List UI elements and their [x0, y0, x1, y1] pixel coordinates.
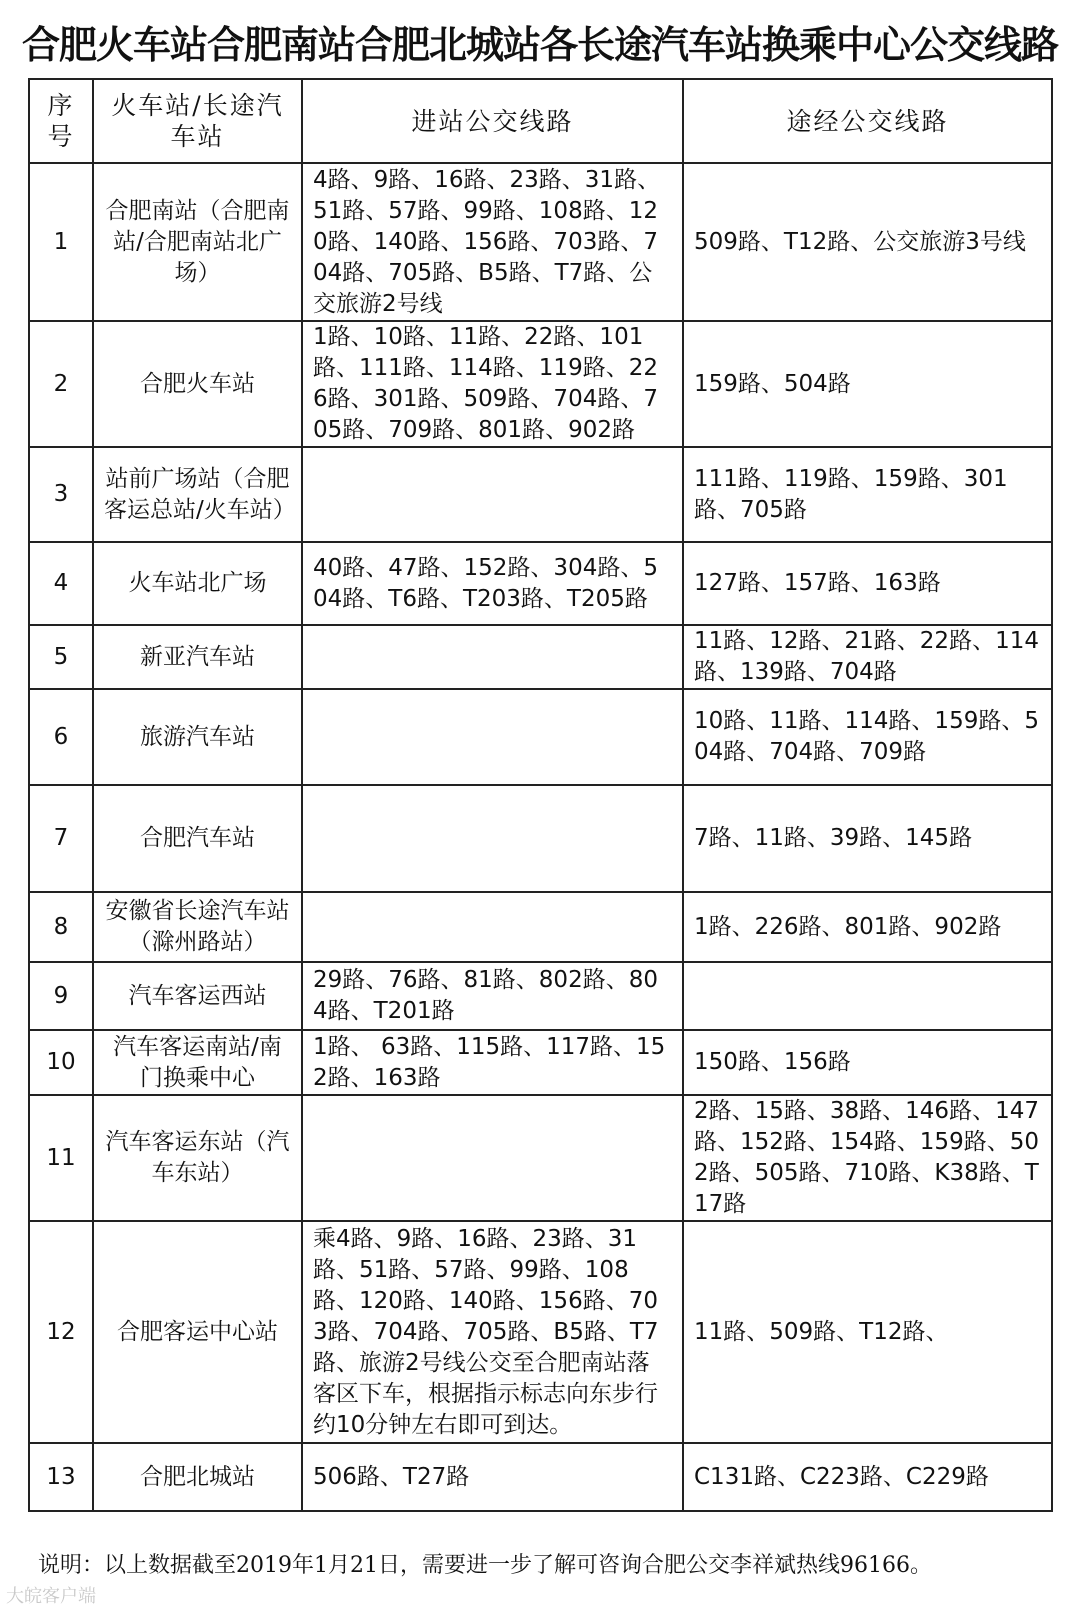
table-row [29, 1030, 1052, 1095]
inbound-routes: 1路、 63路、115路、117路、152路、163路 [302, 1030, 683, 1095]
table-row [29, 542, 1052, 625]
row-number: 2 [29, 321, 93, 447]
row-number: 10 [29, 1030, 93, 1095]
row-number: 8 [29, 892, 93, 962]
station-name: 新亚汽车站 [93, 625, 302, 689]
inbound-routes [302, 625, 683, 689]
table-row [29, 962, 1052, 1030]
inbound-routes: 4路、9路、16路、23路、31路、51路、57路、99路、108路、120路、140路、156路、703路、704路、705路、B5路、T7路、公交旅游2号线 [302, 163, 683, 321]
header-number: 序号 [29, 79, 93, 163]
table-row [29, 163, 1052, 321]
row-number: 5 [29, 625, 93, 689]
via-routes: 509路、T12路、公交旅游3号线 [683, 163, 1052, 321]
page-title: 合肥火车站合肥南站合肥北城站各长途汽车站换乘中心公交线路 [21, 23, 1058, 67]
row-number: 1 [29, 163, 93, 321]
station-name: 合肥火车站 [93, 321, 302, 447]
station-name: 合肥客运中心站 [93, 1221, 302, 1443]
row-number: 7 [29, 785, 93, 892]
table-body [29, 163, 1052, 1511]
station-name: 安徽省长途汽车站（滁州路站） [93, 892, 302, 962]
row-number: 12 [29, 1221, 93, 1443]
table-row [29, 1221, 1052, 1443]
inbound-routes [302, 785, 683, 892]
inbound-routes [302, 1095, 683, 1221]
inbound-routes [302, 447, 683, 542]
row-number: 11 [29, 1095, 93, 1221]
via-routes: 7路、11路、39路、145路 [683, 785, 1052, 892]
via-routes: 159路、504路 [683, 321, 1052, 447]
via-routes: 11路、509路、T12路、 [683, 1221, 1052, 1443]
station-name: 汽车客运东站（汽车东站） [93, 1095, 302, 1221]
via-routes: 127路、157路、163路 [683, 542, 1052, 625]
station-name: 火车站北广场 [93, 542, 302, 625]
inbound-routes: 1路、10路、11路、22路、101路、111路、114路、119路、226路、301路、509路、704路、705路、709路、801路、902路 [302, 321, 683, 447]
table-row [29, 625, 1052, 689]
station-name: 旅游汽车站 [93, 689, 302, 785]
table-row [29, 321, 1052, 447]
station-name: 合肥南站（合肥南站/合肥南站北广场） [93, 163, 302, 321]
row-number: 3 [29, 447, 93, 542]
inbound-routes [302, 689, 683, 785]
table-row [29, 689, 1052, 785]
station-name: 汽车客运西站 [93, 962, 302, 1030]
bus-route-table [28, 78, 1053, 1512]
station-name: 站前广场站（合肥客运总站/火车站） [93, 447, 302, 542]
table-row [29, 785, 1052, 892]
table-row [29, 447, 1052, 542]
station-name: 合肥汽车站 [93, 785, 302, 892]
header-inbound-routes: 进站公交线路 [302, 79, 683, 163]
via-routes: 11路、12路、21路、22路、114路、139路、704路 [683, 625, 1052, 689]
station-name: 汽车客运南站/南门换乘中心 [93, 1030, 302, 1095]
via-routes: 1路、226路、801路、902路 [683, 892, 1052, 962]
inbound-routes [302, 892, 683, 962]
inbound-routes: 506路、T27路 [302, 1443, 683, 1511]
table-row [29, 1095, 1052, 1221]
via-routes: 2路、15路、38路、146路、147路、152路、154路、159路、502路、505路、710路、K38路、T17路 [683, 1095, 1052, 1221]
inbound-routes: 乘4路、9路、16路、23路、31路、51路、57路、99路、108路、120路、140路、156路、703路、704路、705路、B5路、T7路、旅游2号线公交至合肥南站落客区下车，根据指示标志向东步行约10分钟左右即可到达。 [302, 1221, 683, 1443]
watermark: 大皖客户端 [6, 1586, 96, 1607]
table-row [29, 1443, 1052, 1511]
row-number: 4 [29, 542, 93, 625]
station-name: 合肥北城站 [93, 1443, 302, 1511]
header-via-routes: 途经公交线路 [683, 79, 1052, 163]
header-station: 火车站/长途汽车站 [93, 79, 302, 163]
via-routes: 10路、11路、114路、159路、504路、704路、709路 [683, 689, 1052, 785]
row-number: 9 [29, 962, 93, 1030]
row-number: 6 [29, 689, 93, 785]
inbound-routes: 29路、76路、81路、802路、804路、T201路 [302, 962, 683, 1030]
via-routes: 150路、156路 [683, 1030, 1052, 1095]
table-row [29, 892, 1052, 962]
row-number: 13 [29, 1443, 93, 1511]
footnote: 说明：以上数据截至2019年1月21日，需要进一步了解可咨询合肥公交李祥斌热线96166。 [38, 1553, 932, 1578]
via-routes: C131路、C223路、C229路 [683, 1443, 1052, 1511]
inbound-routes: 40路、47路、152路、304路、504路、T6路、T203路、T205路 [302, 542, 683, 625]
table-header-row [29, 79, 1052, 163]
via-routes [683, 962, 1052, 1030]
via-routes: 111路、119路、159路、301路、705路 [683, 447, 1052, 542]
